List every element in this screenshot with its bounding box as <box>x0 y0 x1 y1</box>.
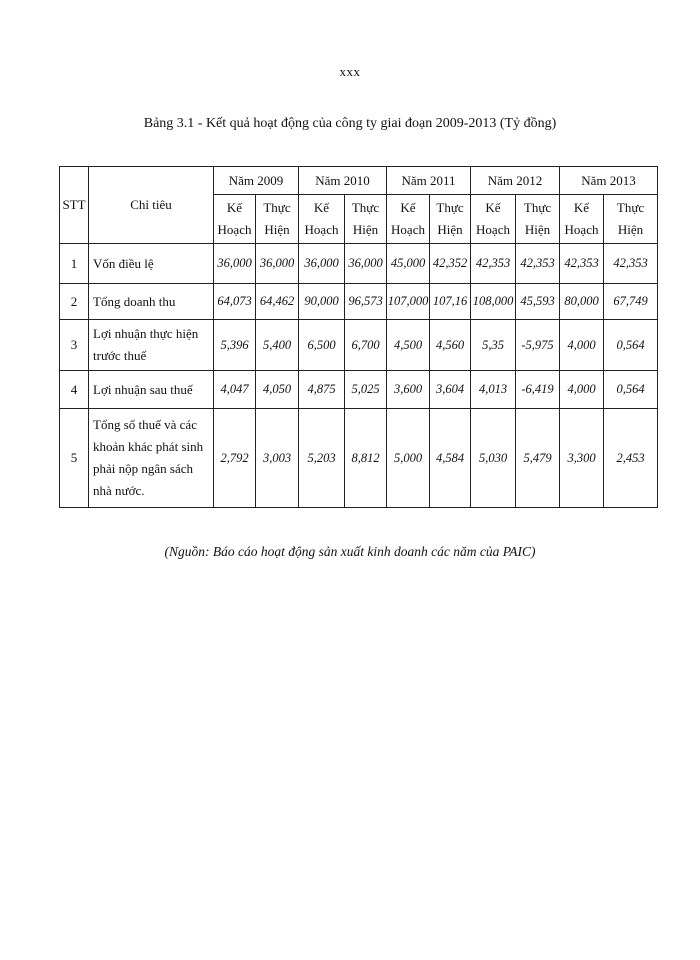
plan-header-line: Kế <box>226 200 243 215</box>
value-cell: 4,050 <box>256 371 299 409</box>
plan-header <box>387 195 430 244</box>
value-cell: 5,400 <box>256 320 299 371</box>
actual-header-line: Thực <box>436 200 464 215</box>
actual-header-line: Hiện <box>264 222 290 237</box>
value-cell: 5,000 <box>387 409 430 508</box>
table-caption: Bảng 3.1 - Kết quả hoạt động của công ty giai đoạn 2009-2013 (Tỷ đồng) <box>143 116 557 131</box>
value-cell: 4,584 <box>430 409 471 508</box>
table-row <box>60 320 658 371</box>
row-label: Tổng doanh thu <box>89 284 214 320</box>
table-row <box>60 371 658 409</box>
value-cell: 4,000 <box>560 371 604 409</box>
actual-header-line: Hiện <box>437 222 463 237</box>
results-table <box>59 166 658 508</box>
row-label: Lợi nhuận sau thuế <box>89 371 214 409</box>
value-cell: 6,700 <box>345 320 387 371</box>
actual-header-line: Hiện <box>617 222 644 237</box>
year-header: Năm 2013 <box>560 167 658 195</box>
value-cell: 3,600 <box>387 371 430 409</box>
row-stt: 2 <box>60 284 89 320</box>
value-cell: 96,573 <box>345 284 387 320</box>
actual-header-line: Hiện <box>352 222 379 237</box>
row-stt: 5 <box>60 409 89 508</box>
plan-header-line: Kế <box>313 200 330 215</box>
plan-header-line: Hoạch <box>391 222 425 237</box>
value-cell: 42,353 <box>560 244 604 284</box>
plan-header <box>214 195 256 244</box>
value-cell: 108,000 <box>471 284 516 320</box>
value-cell: 36,000 <box>214 244 256 284</box>
value-cell: 67,749 <box>604 284 658 320</box>
actual-header <box>345 195 387 244</box>
value-cell: 5,396 <box>214 320 256 371</box>
value-cell: 107,000 <box>387 284 430 320</box>
actual-header <box>516 195 560 244</box>
actual-header-line: Thực <box>616 200 645 215</box>
plan-header-line: Hoạch <box>476 222 510 237</box>
value-cell: 36,000 <box>299 244 345 284</box>
actual-header-line: Thực <box>523 200 552 215</box>
year-header: Năm 2009 <box>214 167 299 195</box>
value-cell: 4,000 <box>560 320 604 371</box>
value-cell: -5,975 <box>516 320 560 371</box>
value-cell: 4,500 <box>387 320 430 371</box>
value-cell: 64,462 <box>256 284 299 320</box>
plan-header <box>560 195 604 244</box>
actual-header-line: Thực <box>351 200 380 215</box>
row-stt: 3 <box>60 320 89 371</box>
table-row <box>60 409 658 508</box>
row-label: Lợi nhuận thực hiện trước thuế <box>89 320 214 371</box>
row-label: Vốn điều lệ <box>89 244 214 284</box>
value-cell: 3,003 <box>256 409 299 508</box>
value-cell: 42,353 <box>604 244 658 284</box>
plan-header <box>471 195 516 244</box>
actual-header-line: Hiện <box>524 222 551 237</box>
value-cell: -6,419 <box>516 371 560 409</box>
value-cell: 45,000 <box>387 244 430 284</box>
value-cell: 0,564 <box>604 371 658 409</box>
actual-header <box>256 195 299 244</box>
value-cell: 80,000 <box>560 284 604 320</box>
value-cell: 90,000 <box>299 284 345 320</box>
indicator-header: Chỉ tiêu <box>89 167 214 244</box>
value-cell: 5,030 <box>471 409 516 508</box>
row-stt: 1 <box>60 244 89 284</box>
table-row <box>60 284 658 320</box>
plan-header-line: Hoạch <box>217 222 252 237</box>
actual-header-line: Thực <box>263 200 291 215</box>
plan-header-line: Kế <box>400 200 416 215</box>
table-row <box>60 244 658 284</box>
stt-header: STT <box>60 167 89 244</box>
value-cell: 45,593 <box>516 284 560 320</box>
value-cell: 4,560 <box>430 320 471 371</box>
value-cell: 4,875 <box>299 371 345 409</box>
year-header: Năm 2011 <box>387 167 471 195</box>
value-cell: 5,025 <box>345 371 387 409</box>
plan-header-line: Kế <box>485 200 501 215</box>
value-cell: 42,353 <box>516 244 560 284</box>
row-label: Tổng số thuế và các khoản khác phát sinh phải nộp ngân sách nhà nước. <box>89 409 214 508</box>
value-cell: 5,35 <box>471 320 516 371</box>
value-cell: 64,073 <box>214 284 256 320</box>
value-cell: 42,352 <box>430 244 471 284</box>
plan-header <box>299 195 345 244</box>
plan-header-line: Hoạch <box>304 222 339 237</box>
value-cell: 42,353 <box>471 244 516 284</box>
value-cell: 4,047 <box>214 371 256 409</box>
page-header: xxx <box>339 64 361 79</box>
value-cell: 5,203 <box>299 409 345 508</box>
value-cell: 6,500 <box>299 320 345 371</box>
value-cell: 3,604 <box>430 371 471 409</box>
value-cell: 36,000 <box>345 244 387 284</box>
value-cell: 3,300 <box>560 409 604 508</box>
row-stt: 4 <box>60 371 89 409</box>
year-header: Năm 2012 <box>471 167 560 195</box>
value-cell: 5,479 <box>516 409 560 508</box>
year-header: Năm 2010 <box>299 167 387 195</box>
actual-header <box>604 195 658 244</box>
plan-header-line: Hoạch <box>564 222 599 237</box>
value-cell: 2,792 <box>214 409 256 508</box>
value-cell: 107,16 <box>430 284 471 320</box>
value-cell: 2,453 <box>604 409 658 508</box>
source-note: (Nguồn: Báo cáo hoạt động sản xuất kinh doanh các năm của PAIC) <box>164 544 536 559</box>
value-cell: 4,013 <box>471 371 516 409</box>
value-cell: 8,812 <box>345 409 387 508</box>
actual-header <box>430 195 471 244</box>
value-cell: 0,564 <box>604 320 658 371</box>
plan-header-line: Kế <box>573 200 590 215</box>
value-cell: 36,000 <box>256 244 299 284</box>
